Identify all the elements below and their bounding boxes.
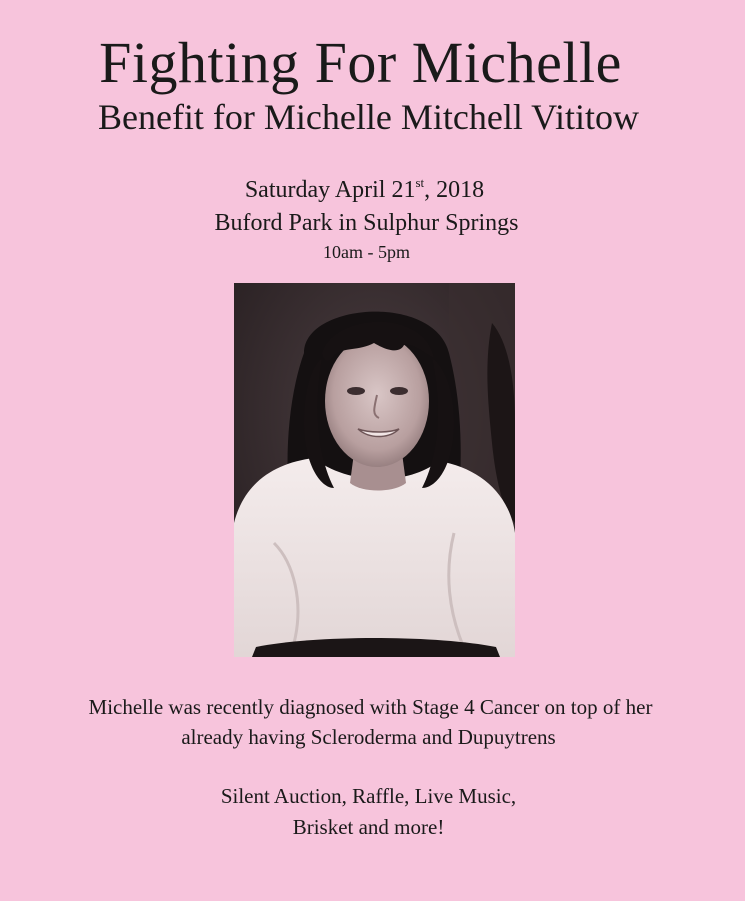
event-venue: Buford Park in Sulphur Springs [214,210,519,236]
event-date-year: , 2018 [424,177,485,203]
event-date [0,175,737,203]
event-time: 10am - 5pm [323,242,410,262]
description-line-2: already having Scleroderma and Dupuytrens [181,725,556,749]
event-date-main: Saturday April 21 [244,177,416,203]
events-line-1: Silent Auction, Raffle, Live Music, [220,784,517,808]
description-line-1: Michelle was recently diagnosed with Stage 4 Cancer on top of her [88,695,653,719]
portrait-photo [234,283,515,657]
flyer-title: Fighting For Michelle [99,30,622,95]
flyer-subtitle: Benefit for Michelle Mitchell Vititow [97,97,640,137]
events-line-2: Brisket and more! [292,815,445,839]
event-date-suffix: st [415,175,425,190]
